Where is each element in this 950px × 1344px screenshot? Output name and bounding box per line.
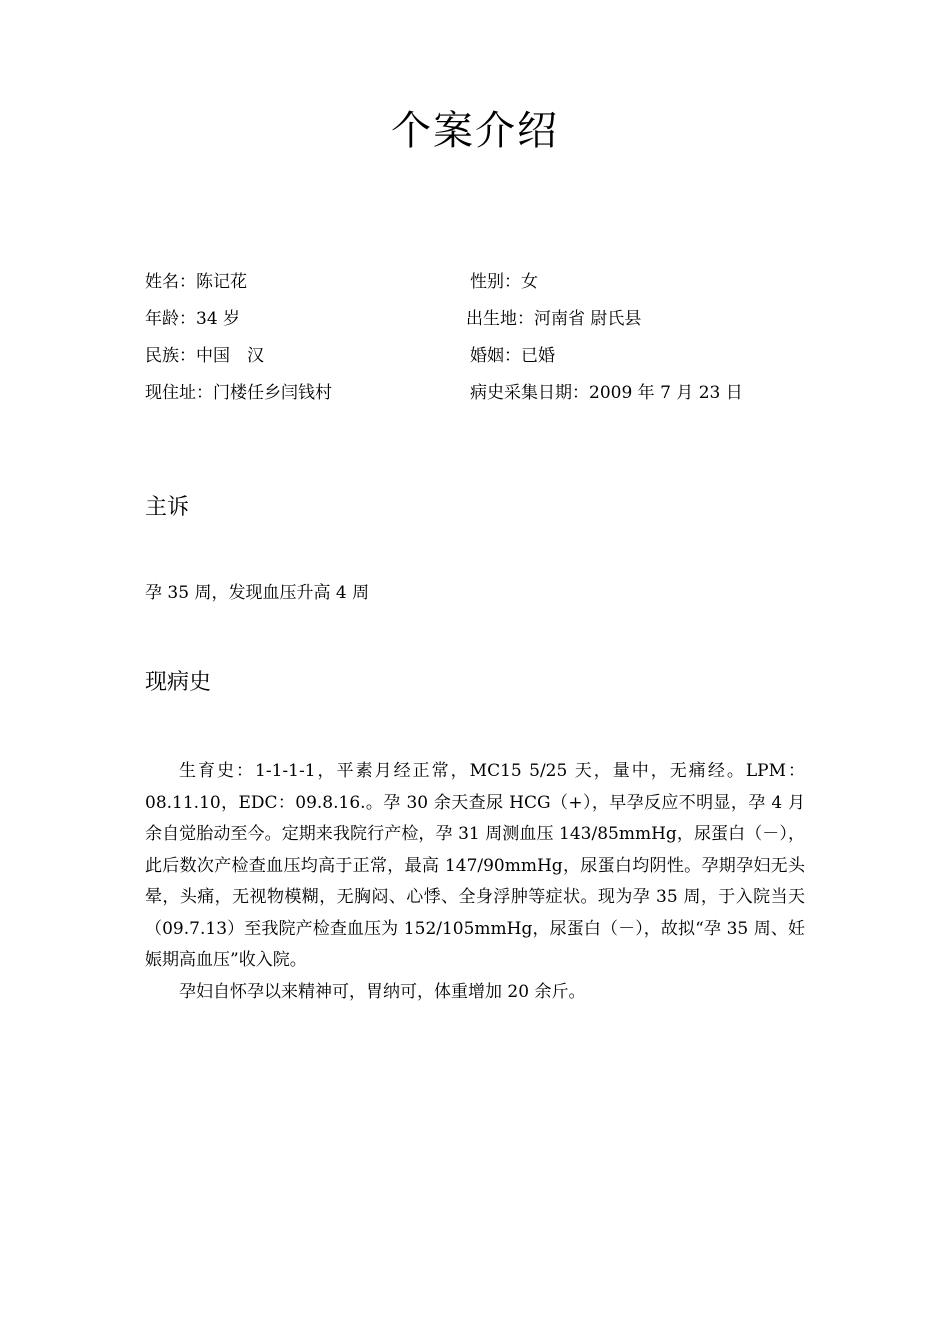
history-paragraph: 生育史：1-1-1-1，平素月经正常，MC15 5/25 天，量中，无痛经。LPM：08.11.10，EDC：09.8.16.。孕 30 余天查尿 HCG（+），早孕反应不明显，孕 4 月余自觉胎动至今。定期来我院行产检，孕 31 周测血压 143/85mmHg，尿蛋白（－），此后数次产检查血压均高于正常，最高 147/90mmHg，尿蛋白均阴性。孕期孕妇无头晕，头痛，无视物模糊，无胸闷、心悸、全身浮肿等症状。现为孕 35 周，于入院当天（09.7.13）至我院产检查血压为 152/105mmHg，尿蛋白（－），故拟“孕 35 周、妊娠期高血压”收入院。	[145, 761, 805, 970]
chief-complaint-text: 孕 35 周，发现血压升高 4 周	[145, 583, 370, 603]
present-history-heading: 现病史	[145, 670, 212, 695]
patient-marital-status: 婚姻：已婚	[470, 346, 555, 366]
patient-address: 现住址：门楼任乡闫钱村	[145, 383, 332, 403]
patient-ethnicity: 民族：中国 汉	[145, 346, 264, 366]
history-paragraph: 孕妇自怀孕以来精神可，胃纳可，体重增加 20 余斤。	[179, 981, 586, 1002]
page-title: 个案介绍	[391, 108, 559, 154]
collection-date: 病史采集日期：2009 年 7 月 23 日	[470, 383, 743, 403]
patient-name: 姓名：陈记花	[145, 272, 247, 292]
patient-birthplace: 出生地：河南省 尉氏县	[466, 309, 642, 329]
patient-gender: 性别：女	[470, 272, 538, 292]
patient-age: 年龄：34 岁	[145, 309, 241, 329]
chief-complaint-heading: 主诉	[145, 495, 190, 520]
present-history-body	[145, 756, 805, 1008]
